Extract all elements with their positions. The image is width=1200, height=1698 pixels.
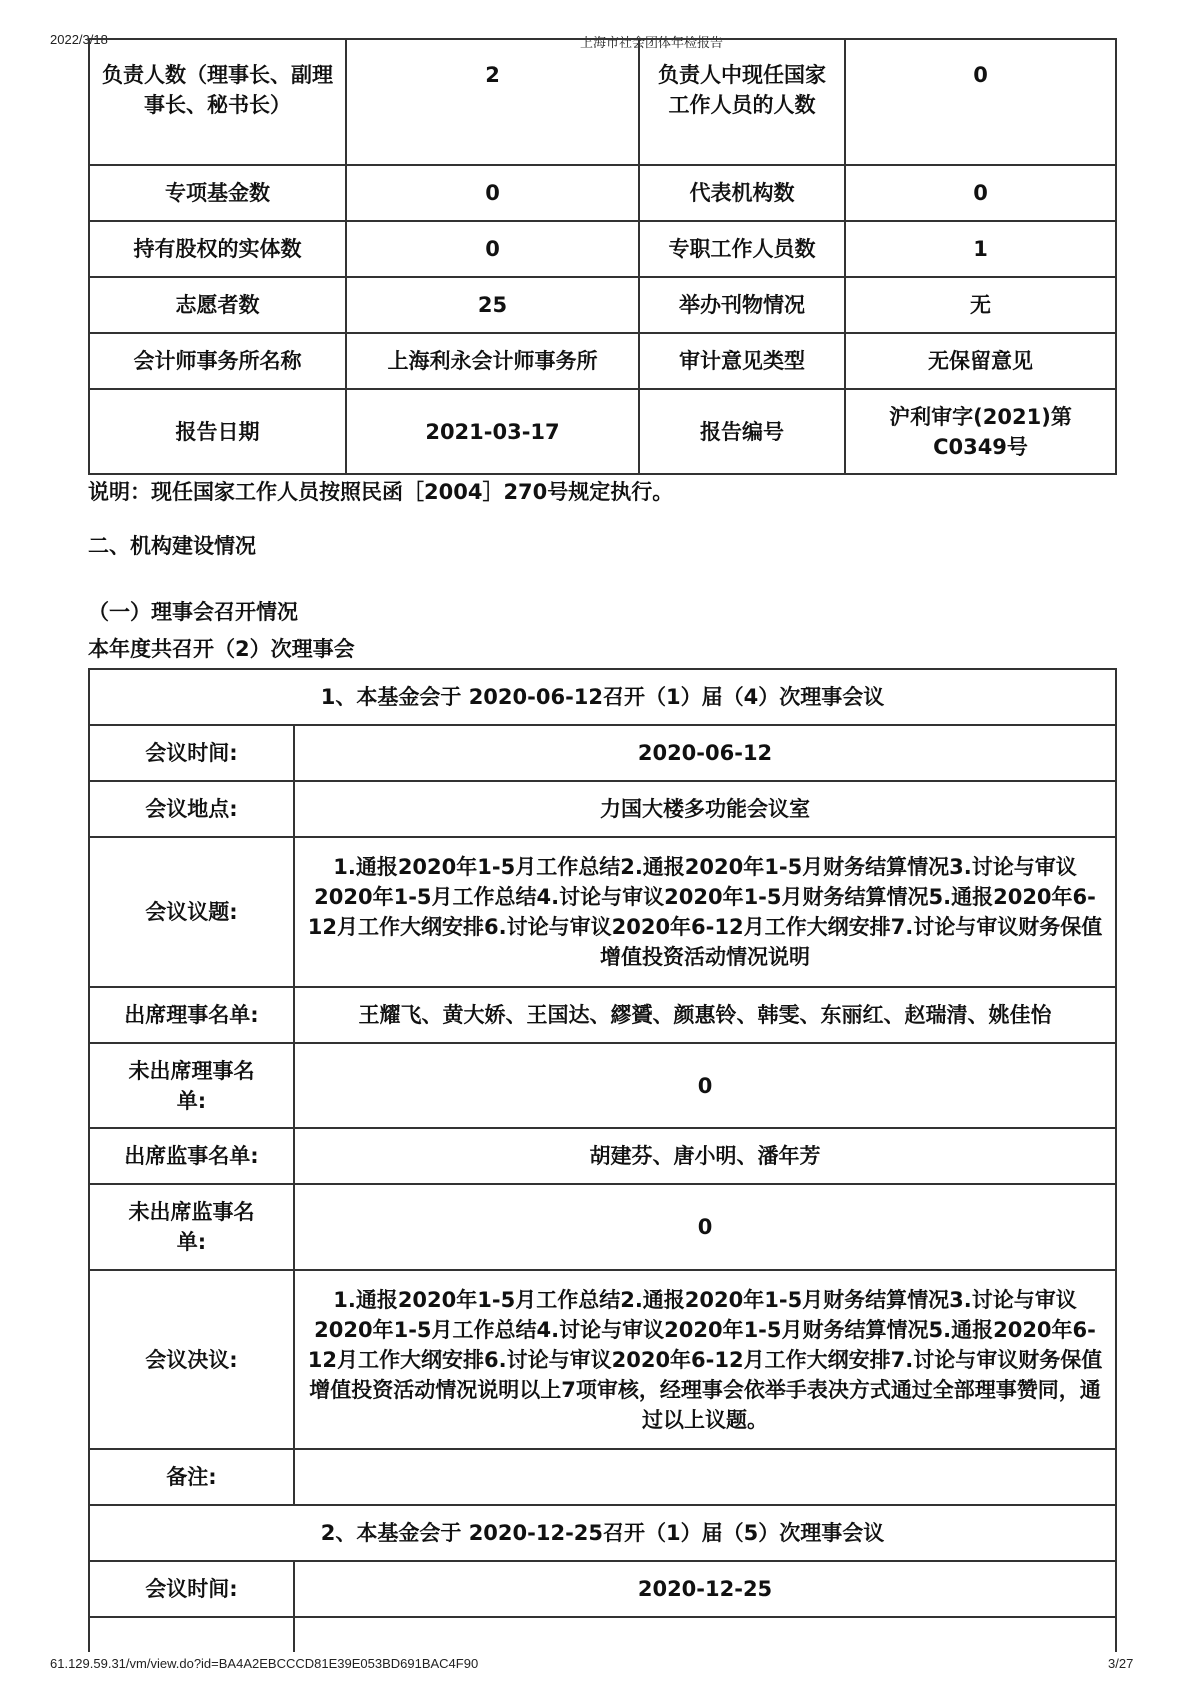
cut-off-cell — [294, 1617, 1116, 1652]
table-row — [89, 1270, 1116, 1449]
label-volunteers: 志愿者数 — [89, 277, 346, 333]
label-publications: 举办刊物情况 — [639, 277, 845, 333]
label-rep-office-count: 代表机构数 — [639, 165, 845, 221]
table-row — [89, 165, 1116, 221]
page-url: 61.129.59.31/vm/view.do?id=BA4A2EBCCCD81E39E053BD691BAC4F90 — [50, 1656, 479, 1671]
label-meeting-topics: 会议议题: — [89, 837, 294, 987]
meeting-1-topics: 1.通报2020年1-5月工作总结2.通报2020年1-5月财务结算情况3.讨论与审议2020年1-5月工作总结4.讨论与审议2020年1-5月财务结算情况5.通报2020年6-12月工作大纲安排6.讨论与审议2020年6-12月工作大纲安排7.讨论与审议财务保值增值投资活动情况说明 — [294, 837, 1116, 987]
print-date: 2022/3/18 — [50, 32, 108, 47]
value-leaders-count: 2 — [346, 39, 639, 165]
table-row — [89, 987, 1116, 1043]
table-row — [89, 389, 1116, 474]
meeting-1-absent-supervisors: 0 — [294, 1184, 1116, 1270]
table-row — [89, 837, 1116, 987]
value-volunteers: 25 — [346, 277, 639, 333]
label-special-fund-count: 专项基金数 — [89, 165, 346, 221]
value-report-number: 沪利审字(2021)第C0349号 — [845, 389, 1116, 474]
meeting-1-time: 2020-06-12 — [294, 725, 1116, 781]
value-audit-opinion: 无保留意见 — [845, 333, 1116, 389]
table-row — [89, 1505, 1116, 1561]
table-row — [89, 669, 1116, 725]
label-fulltime-staff: 专职工作人员数 — [639, 221, 845, 277]
label-absent-supervisors: 未出席监事名单: — [89, 1184, 294, 1270]
board-meetings-table — [88, 668, 1117, 1652]
table-row — [89, 221, 1116, 277]
value-publications: 无 — [845, 277, 1116, 333]
value-audit-firm: 上海利永会计师事务所 — [346, 333, 639, 389]
value-gov-staff-count: 0 — [845, 39, 1116, 165]
meeting-1-title: 1、本基金会于 2020-06-12召开（1）届（4）次理事会议 — [89, 669, 1116, 725]
meeting-1-absent-directors: 0 — [294, 1043, 1116, 1128]
label-meeting-time: 会议时间: — [89, 725, 294, 781]
table-row — [89, 277, 1116, 333]
value-report-date: 2021-03-17 — [346, 389, 639, 474]
label-report-date: 报告日期 — [89, 389, 346, 474]
label-absent-directors: 未出席理事名单: — [89, 1043, 294, 1128]
label-leaders-count: 负责人数（理事长、副理事长、秘书长） — [89, 39, 346, 165]
label-audit-opinion: 审计意见类型 — [639, 333, 845, 389]
meeting-1-remarks — [294, 1449, 1116, 1505]
regulation-note: 说明：现任国家工作人员按照民函［2004］270号规定执行。 — [88, 480, 674, 504]
label-audit-firm: 会计师事务所名称 — [89, 333, 346, 389]
label-meeting-place: 会议地点: — [89, 781, 294, 837]
table-row — [89, 333, 1116, 389]
page-number: 3/27 — [1108, 1656, 1134, 1671]
label-present-directors: 出席理事名单: — [89, 987, 294, 1043]
section-title: 二、机构建设情况 — [88, 534, 256, 558]
label-present-supervisors: 出席监事名单: — [89, 1128, 294, 1184]
label-remarks: 备注: — [89, 1449, 294, 1505]
label-resolution: 会议决议: — [89, 1270, 294, 1449]
subsection-title: （一）理事会召开情况 — [88, 600, 298, 624]
table-row — [89, 1043, 1116, 1128]
cut-off-cell — [89, 1617, 294, 1652]
table-row — [89, 1449, 1116, 1505]
meeting-1-present-directors: 王耀飞、黄大娇、王国达、繆贇、颜惠铃、韩雯、东丽红、赵瑞清、姚佳怡 — [294, 987, 1116, 1043]
label-equity-entities: 持有股权的实体数 — [89, 221, 346, 277]
value-rep-office-count: 0 — [845, 165, 1116, 221]
table-row — [89, 1184, 1116, 1270]
value-fulltime-staff: 1 — [845, 221, 1116, 277]
value-special-fund-count: 0 — [346, 165, 639, 221]
table-row — [89, 725, 1116, 781]
meeting-1-place: 力国大楼多功能会议室 — [294, 781, 1116, 837]
table-row — [89, 1561, 1116, 1617]
value-equity-entities: 0 — [346, 221, 639, 277]
print-title: 上海市社会团体年检报告 — [580, 35, 724, 50]
meeting-1-present-supervisors: 胡建芬、唐小明、潘年芳 — [294, 1128, 1116, 1184]
table-row — [89, 781, 1116, 837]
meeting-2-time: 2020-12-25 — [294, 1561, 1116, 1617]
label-meeting-time: 会议时间: — [89, 1561, 294, 1617]
table-row — [89, 39, 1116, 165]
table-row — [89, 1128, 1116, 1184]
label-gov-staff-count: 负责人中现任国家 工作人员的人数 — [639, 39, 845, 165]
meeting-count: 本年度共召开（2）次理事会 — [88, 637, 355, 661]
meeting-2-title: 2、本基金会于 2020-12-25召开（1）届（5）次理事会议 — [89, 1505, 1116, 1561]
label-report-number: 报告编号 — [639, 389, 845, 474]
meeting-1-resolution: 1.通报2020年1-5月工作总结2.通报2020年1-5月财务结算情况3.讨论与审议2020年1-5月工作总结4.讨论与审议2020年1-5月财务结算情况5.通报2020年6-12月工作大纲安排6.讨论与审议2020年6-12月工作大纲安排7.讨论与审议财务保值增值投资活动情况说明以上7项审核，经理事会依举手表决方式通过全部理事赞同，通过以上议题。 — [294, 1270, 1116, 1449]
table-row — [89, 1617, 1116, 1652]
org-info-table — [88, 38, 1117, 475]
